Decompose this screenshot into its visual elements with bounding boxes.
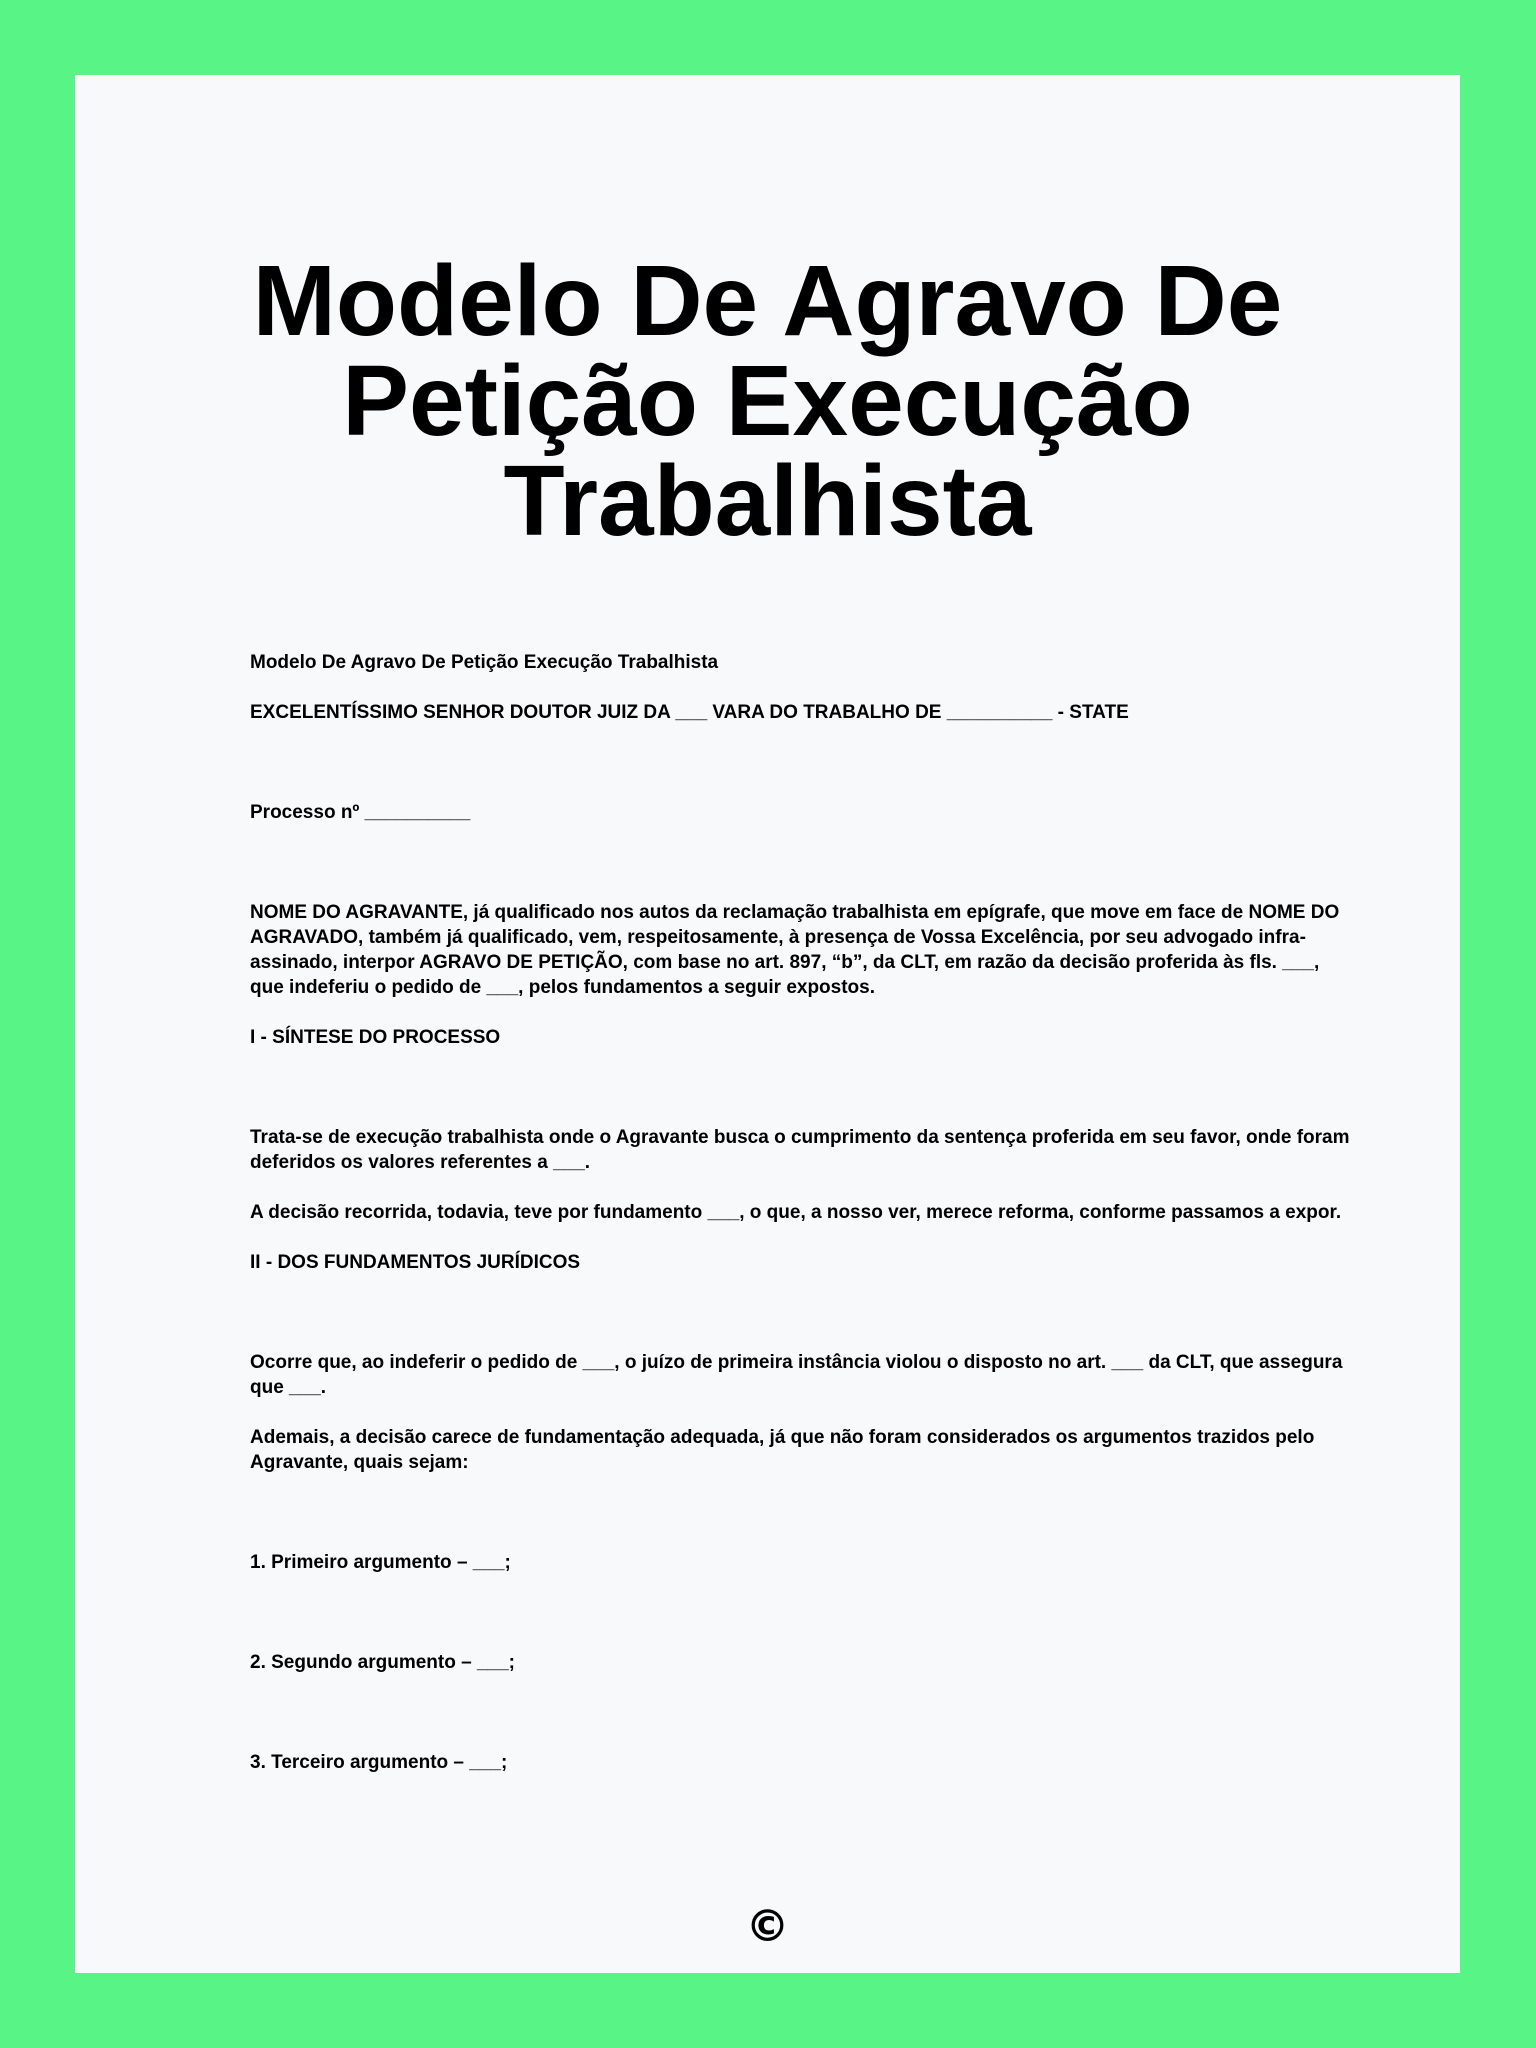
synthesis-paragraph-1: Trata-se de execução trabalhista onde o Agravante busca o cumprimento da sentença proferida em seu favor, onde foram deferidos os valores referentes a ___. xyxy=(250,1127,1350,1173)
copyright-icon: © xyxy=(745,1901,790,1952)
document-title: Modelo De Agravo De Petição Execução Trabalhista xyxy=(252,245,1283,557)
document-page xyxy=(75,75,1460,1973)
argument-item-3: 3. Terceiro argumento – ___; xyxy=(250,1752,508,1773)
process-number: Processo nº __________ xyxy=(250,802,471,823)
legal-grounds-paragraph-1: Ocorre que, ao indeferir o pedido de ___, o juízo de primeira instância violou o disposto no art. ___ da CLT, que assegura que ___. xyxy=(250,1352,1343,1398)
argument-item-2: 2. Segundo argumento – ___; xyxy=(250,1652,515,1673)
section-heading-legal-grounds: II - DOS FUNDAMENTOS JURÍDICOS xyxy=(250,1252,581,1273)
document-body xyxy=(250,650,1350,1775)
addressee-line: EXCELENTÍSSIMO SENHOR DOUTOR JUIZ DA ___ VARA DO TRABALHO DE __________ - STATE xyxy=(250,702,1129,723)
legal-grounds-paragraph-2: Ademais, a decisão carece de fundamentação adequada, já que não foram considerados os argumentos trazidos pelo Agravante, quais sejam: xyxy=(250,1427,1315,1473)
section-heading-synthesis: I - SÍNTESE DO PROCESSO xyxy=(250,1027,501,1048)
intro-paragraph: NOME DO AGRAVANTE, já qualificado nos autos da reclamação trabalhista em epígrafe, que move em face de NOME DO AGRAVADO, também já qualificado, vem, respeitosamente, à presença de Vossa Excelência, por seu advogado infra-assinado, interpor AGRAVO DE PETIÇÃO, com base no art. 897, “b”, da CLT, em razão da decisão proferida às fls. ___, que indeferiu o pedido de ___, pelos fundamentos a seguir expostos. xyxy=(250,902,1340,998)
document-subtitle: Modelo De Agravo De Petição Execução Trabalhista xyxy=(250,652,719,673)
synthesis-paragraph-2: A decisão recorrida, todavia, teve por fundamento ___, o que, a nosso ver, merece reforma, conforme passamos a expor. xyxy=(250,1202,1342,1223)
argument-item-1: 1. Primeiro argumento – ___; xyxy=(250,1552,511,1573)
